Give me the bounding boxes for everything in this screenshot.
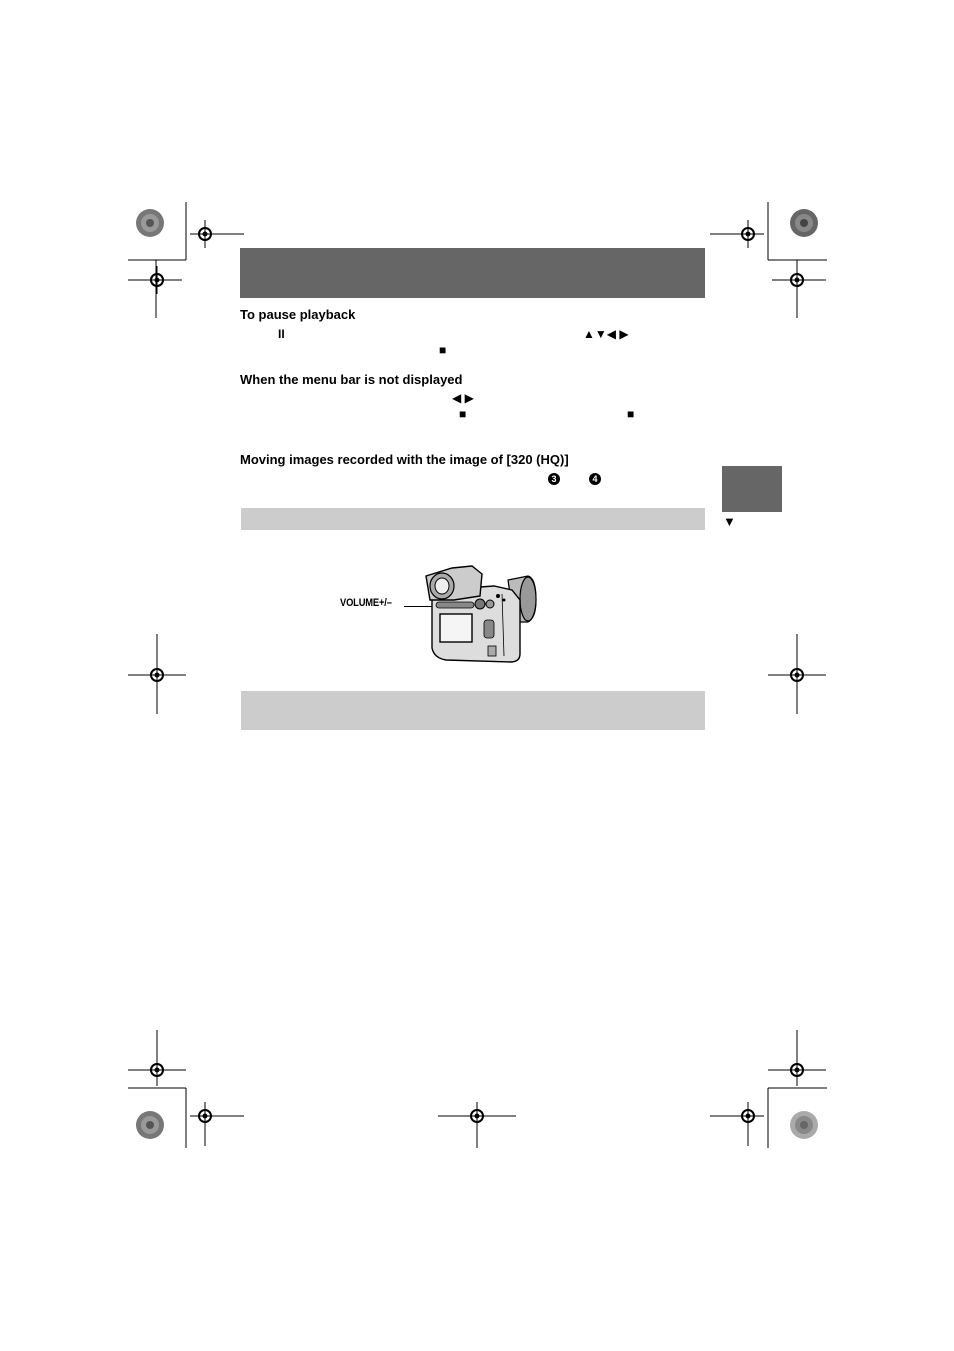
chapter-tab (722, 466, 782, 512)
color-wheel-icon (789, 1110, 819, 1140)
left-right-arrows-icon: ◀ ▶ (452, 391, 474, 405)
crop-lines-top-right (706, 200, 828, 320)
crosshair-icon (772, 266, 826, 294)
crosshair-icon (128, 1030, 186, 1086)
crosshair-icon (768, 634, 826, 714)
subsection-band (241, 508, 705, 530)
step-number-badge: 3 (548, 473, 560, 485)
crosshair-icon (710, 220, 764, 248)
color-wheel-icon (135, 1110, 165, 1140)
stop-icon: ■ (627, 407, 635, 421)
crop-lines-top-left (128, 200, 248, 320)
section-band (241, 691, 705, 730)
crosshair-icon (768, 1030, 826, 1086)
step-number-badge: 4 (589, 473, 601, 485)
pause-icon: II (278, 327, 285, 341)
crosshair-icon (190, 1102, 244, 1146)
stop-icon: ■ (459, 407, 467, 421)
crosshair-icon (128, 266, 182, 294)
crosshair-icon (710, 1102, 764, 1146)
volume-callout-label: VOLUME+/– (340, 597, 392, 609)
heading-menu-bar-not-displayed: When the menu bar is not displayed (240, 372, 463, 387)
heading-pause-playback: To pause playback (240, 307, 356, 322)
crosshair-icon (190, 220, 244, 248)
camera-illustration-icon (424, 560, 540, 666)
section-header-bar (240, 248, 705, 298)
crosshair-icon (438, 1102, 516, 1148)
arrow-keys-icon: ▲▼◀ ▶ (583, 327, 629, 341)
down-arrow-icon: ▼ (723, 514, 736, 529)
stop-icon: ■ (439, 343, 447, 357)
crosshair-icon (128, 634, 186, 714)
heading-moving-images-320-hq: Moving images recorded with the image of [320 (HQ)] (240, 452, 569, 467)
